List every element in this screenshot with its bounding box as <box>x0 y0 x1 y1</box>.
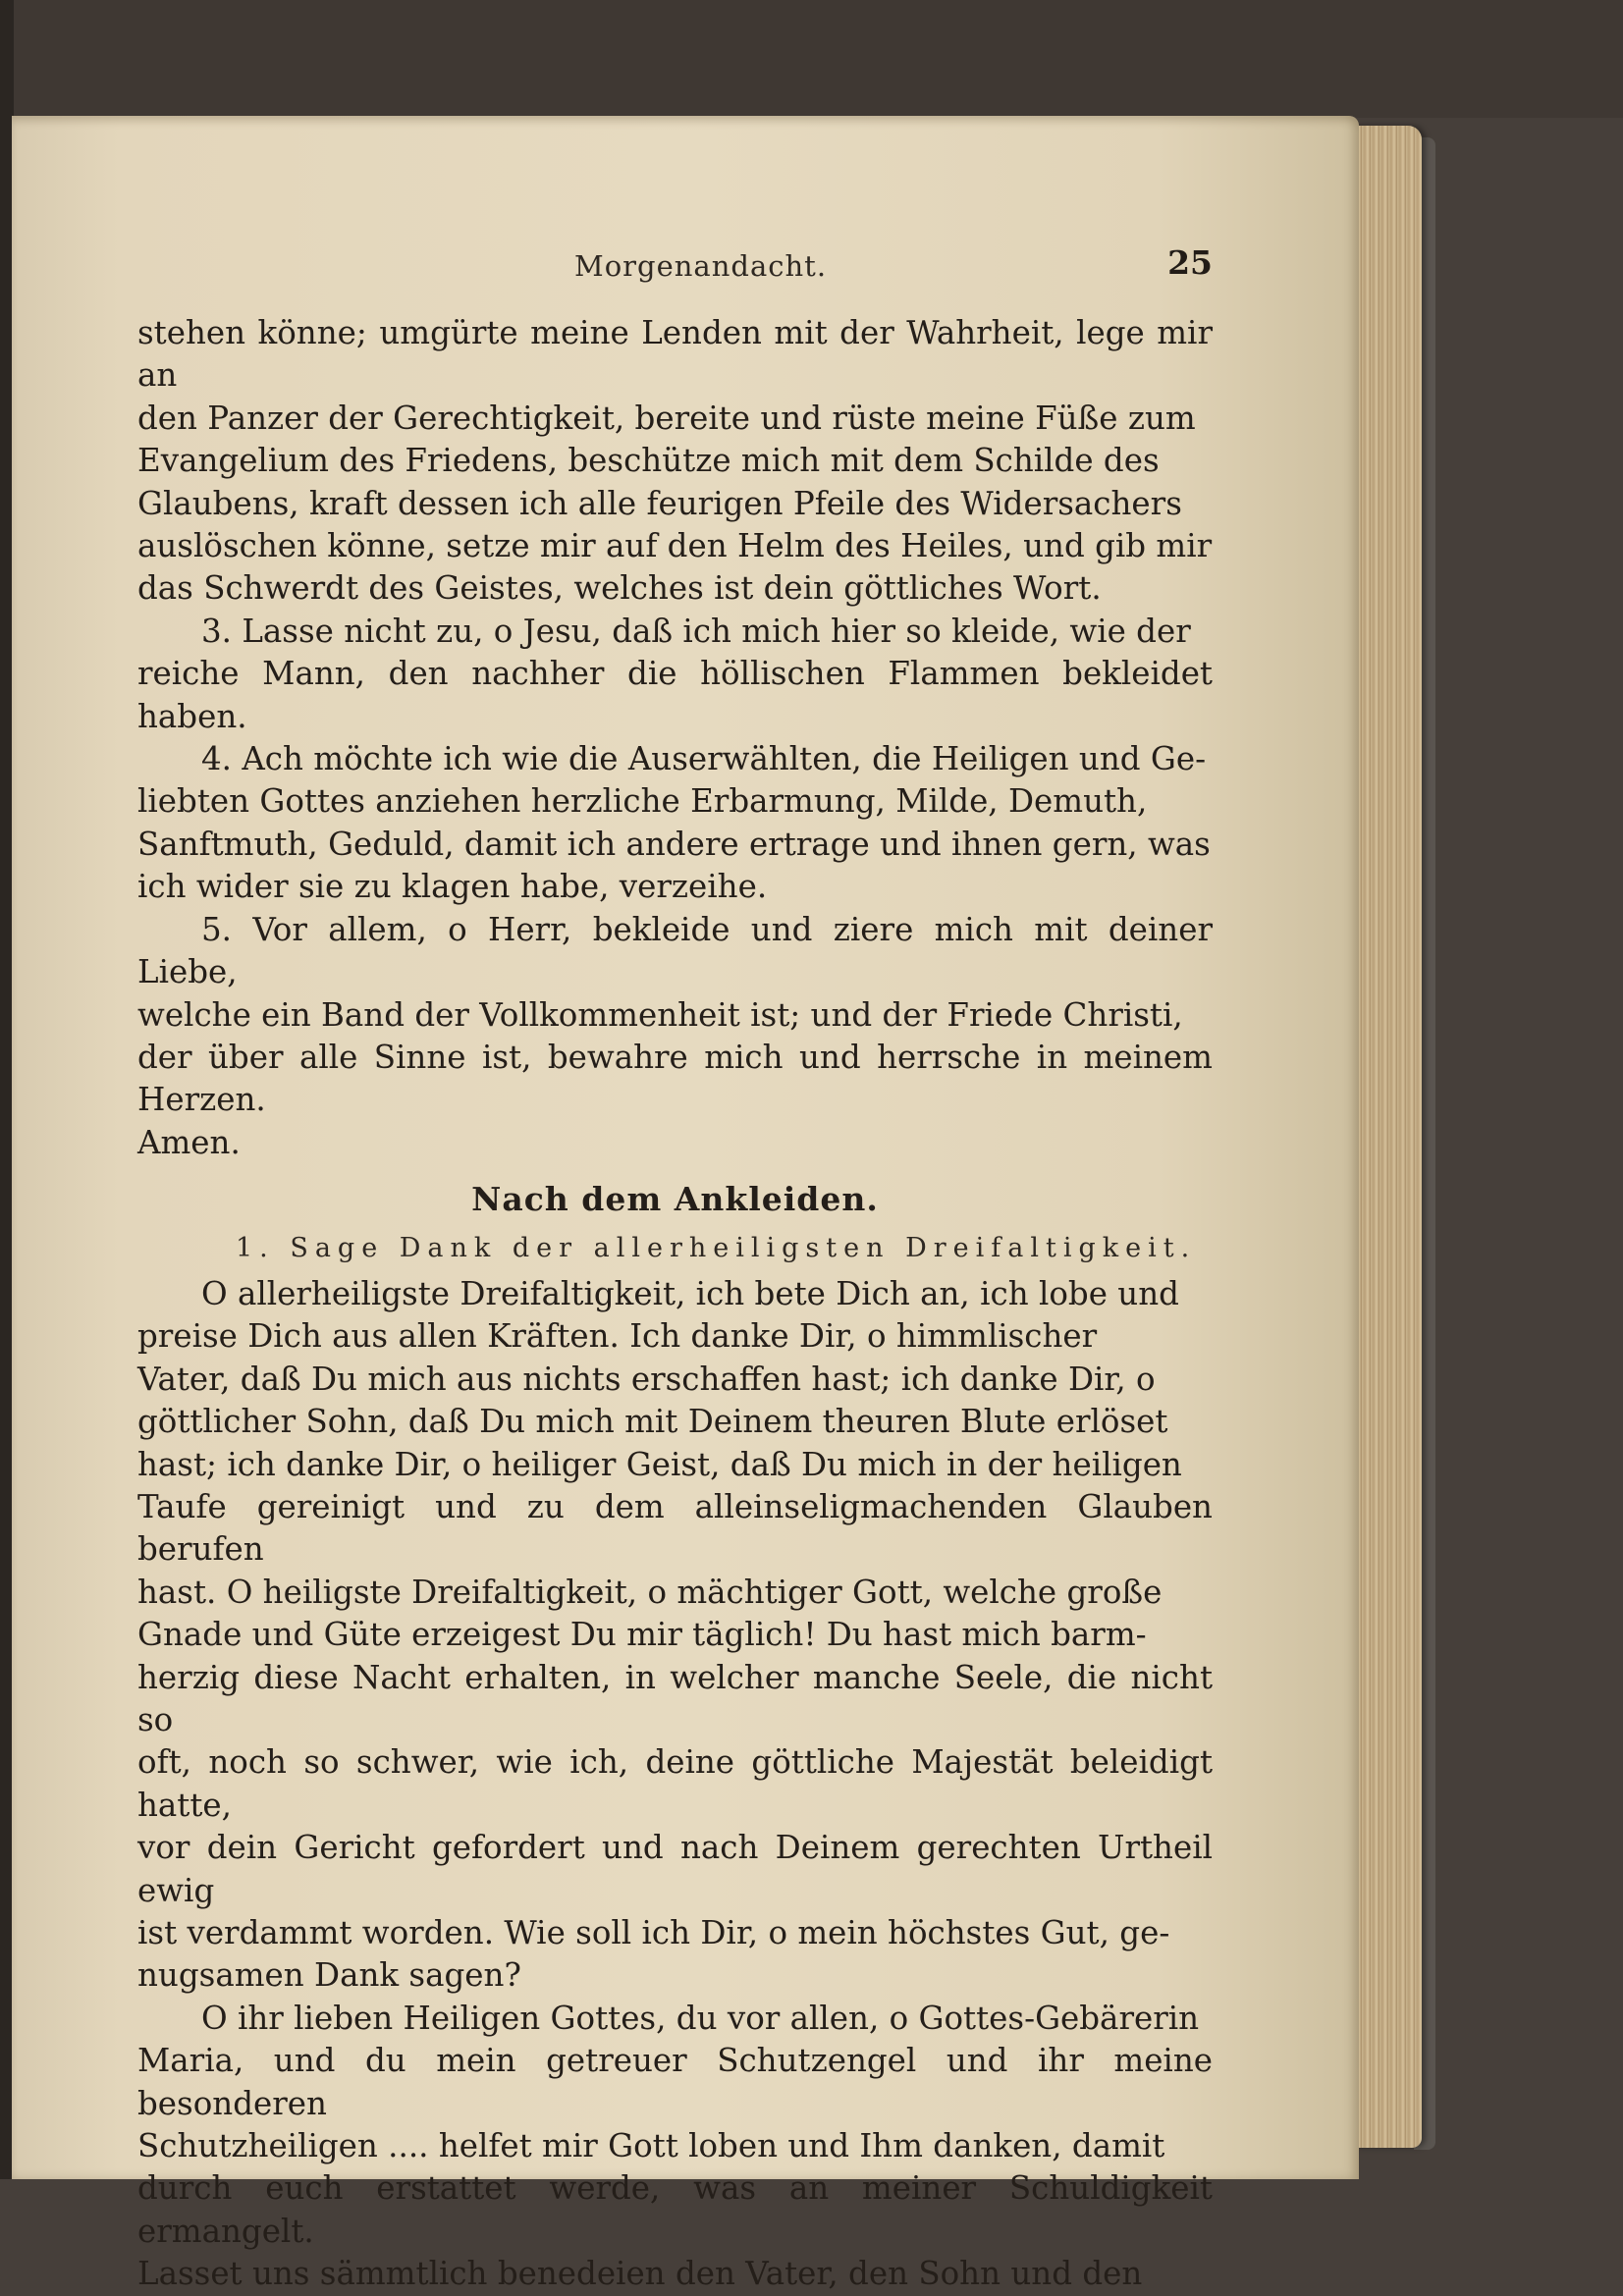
text-line: nugsamen Dank sagen? <box>137 1956 521 1995</box>
text-line: der über alle Sinne ist, bewahre mich und herrsche in meinem Herzen. <box>137 1038 1213 1119</box>
text-line: Taufe gereinigt und zu dem alleinseligmachenden Glauben berufen <box>137 1487 1213 1569</box>
text-line: Evangelium des Friedens, beschütze mich mit dem Schilde des <box>137 442 1160 480</box>
page-stack-edge <box>1353 126 1422 2148</box>
text-line: durch euch erstattet werde, was an meiner Schuldigkeit ermangelt. <box>137 2169 1213 2250</box>
text-line: preise Dich aus allen Kräften. Ich danke Dir, o himmlischer <box>137 1317 1098 1356</box>
text-line: hast. O heiligste Dreifaltigkeit, o mächtiger Gott, welche große <box>137 1573 1163 1611</box>
paragraph-6 <box>137 1998 1213 2296</box>
text-line: O allerheiligste Dreifaltigkeit, ich bete Dich an, ich lobe und <box>201 1274 1179 1312</box>
text-line: Vater, daß Du mich aus nichts erschaffen hast; ich danke Dir, o <box>137 1360 1156 1398</box>
text-line: herzig diese Nacht erhalten, in welcher manche Seele, die nicht so <box>137 1658 1213 1738</box>
text-line: 3. Lasse nicht zu, o Jesu, daß ich mich hier so kleide, wie der <box>201 612 1191 650</box>
page-body <box>137 312 1213 2296</box>
text-line: Glaubens, kraft dessen ich alle feurigen Pfeile des Widersachers <box>137 484 1182 522</box>
text-line: Gnade und Güte erzeigest Du mir täglich! Du hast mich barm- <box>137 1616 1147 1654</box>
text-line: das Schwerdt des Geistes, welches ist dein göttliches Wort. <box>137 569 1102 608</box>
section-heading: Nach dem Ankleiden. <box>471 1180 879 1219</box>
paragraph-3 <box>137 738 1213 909</box>
text-line: 5. Vor allem, o Herr, bekleide und ziere mich mit deiner Liebe, <box>137 910 1213 991</box>
text-line: stehen könne; umgürte meine Lenden mit der Wahrheit, lege mir an <box>137 314 1213 395</box>
text-line: den Panzer der Gerechtigkeit, bereite und rüste meine Füße zum <box>137 399 1196 437</box>
text-line: oft, noch so schwer, wie ich, deine göttliche Majestät beleidigt hatte, <box>137 1743 1213 1824</box>
text-line: vor dein Gericht gefordert und nach Deinem gerechten Urtheil ewig <box>137 1829 1213 1909</box>
text-line: ich wider sie zu klagen habe, verzeihe. <box>137 868 768 906</box>
page-header <box>241 241 1222 291</box>
text-line: auslöschen könne, setze mir auf den Helm des Heiles, und gib mir <box>137 527 1213 565</box>
page-number: 25 <box>1167 243 1213 282</box>
text-line: Amen. <box>137 1123 241 1161</box>
paragraph-1 <box>137 312 1213 611</box>
background-top <box>0 0 1623 118</box>
text-line: ist verdammt worden. Wie soll ich Dir, o mein höchstes Gut, ge- <box>137 1914 1170 1952</box>
subheading: 1. Sage Dank der allerheiligsten Dreifaltigkeit. <box>236 1232 1197 1263</box>
running-title: Morgenandacht. <box>574 249 828 283</box>
text-line: reiche Mann, den nachher die höllischen Flammen bekleidet haben. <box>137 655 1213 735</box>
paragraph-2 <box>137 611 1213 738</box>
text-line: göttlicher Sohn, daß Du mich mit Deinem theuren Blute erlöset <box>137 1403 1168 1441</box>
paragraph-5 <box>137 1273 1213 1998</box>
text-line: 4. Ach möchte ich wie die Auserwählten, die Heiligen und Ge- <box>201 740 1207 778</box>
text-line: hast; ich danke Dir, o heiliger Geist, daß Du mich in der heiligen <box>137 1445 1182 1483</box>
text-line: Sanftmuth, Geduld, damit ich andere ertrage und ihnen gern, was <box>137 825 1211 863</box>
text-line: Lasset uns sämmtlich benedeien den Vater, den Sohn und den <box>137 2255 1143 2293</box>
text-line: Maria, und du mein getreuer Schutzengel und ihr meine besonderen <box>137 2042 1213 2122</box>
text-line: liebten Gottes anziehen herzliche Erbarmung, Milde, Demuth, <box>137 782 1148 821</box>
text-line: O ihr lieben Heiligen Gottes, du vor allen, o Gottes-Gebärerin <box>201 1999 1200 2037</box>
paragraph-4 <box>137 909 1213 1164</box>
text-line: Schutzheiligen .... helfet mir Gott loben und Ihm danken, damit <box>137 2127 1165 2165</box>
text-line: welche ein Band der Vollkommenheit ist; und der Friede Christi, <box>137 995 1183 1034</box>
